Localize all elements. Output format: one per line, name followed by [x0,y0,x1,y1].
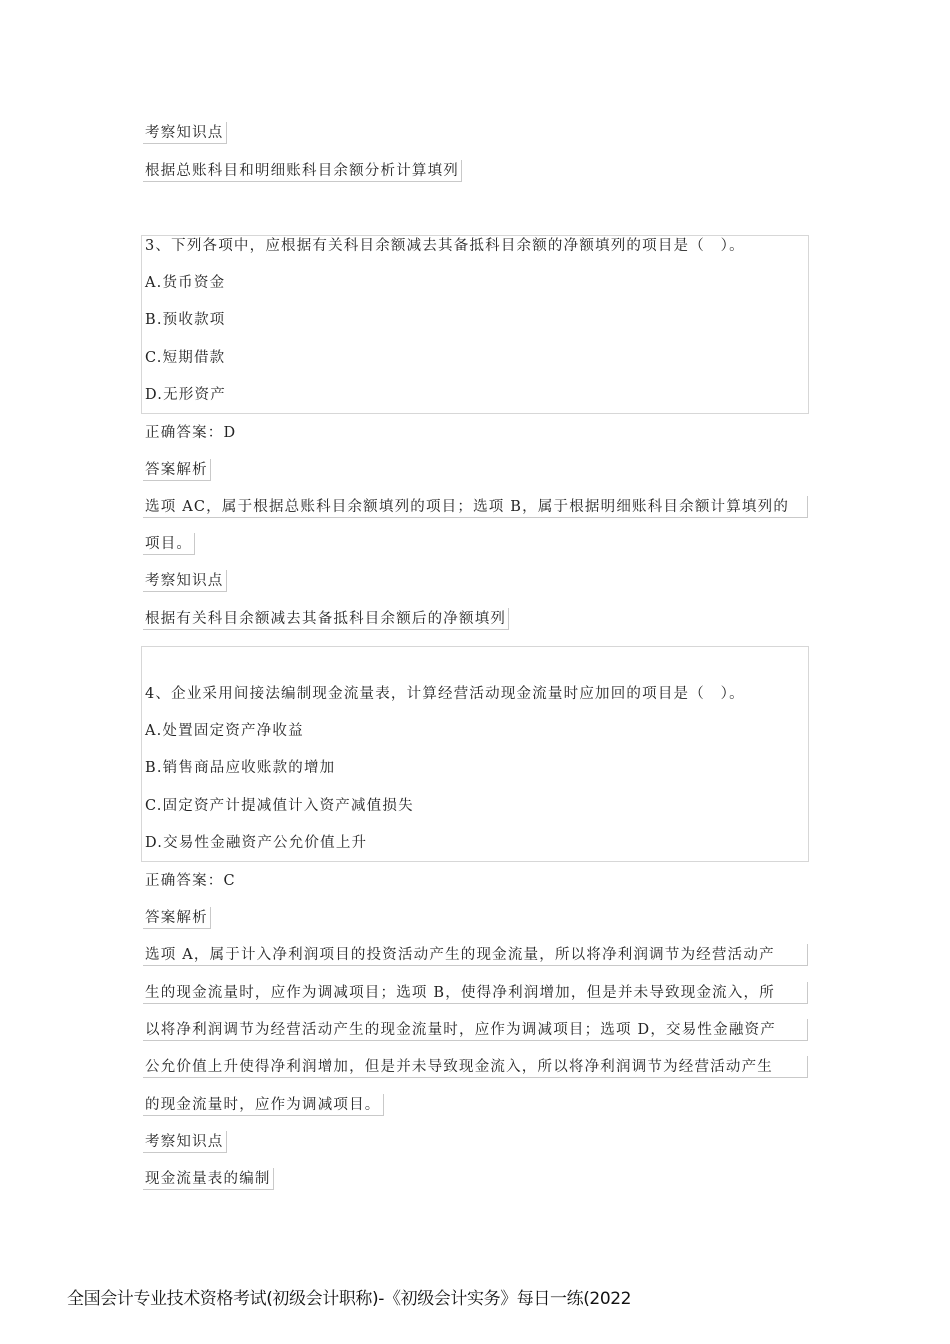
question-3-text: 3、下列各项中，应根据有关科目余额减去其备抵科目余额的净额填列的项目是（ ）。 [145,238,745,254]
question-3-analysis-label: 答案解析 [143,459,211,481]
question-4-analysis-label: 答案解析 [143,907,211,929]
question-4-knowledge-label: 考察知识点 [143,1131,227,1153]
question-4-option-b: B.销售商品应收账款的增加 [145,760,336,776]
question-3-answer: 正确答案：D [145,425,237,441]
footer-title: 全国会计专业技术资格考试(初级会计职称)-《初级会计实务》每日一练(2022 [67,1289,632,1309]
question-3-box [141,235,809,414]
question-4-analysis-line-5: 的现金流量时，应作为调减项目。 [143,1094,384,1116]
knowledge-text: 根据总账科目和明细账科目余额分析计算填列 [143,160,462,182]
knowledge-label: 考察知识点 [143,122,227,144]
question-4-knowledge-text: 现金流量表的编制 [143,1168,274,1190]
question-4-answer: 正确答案：C [145,873,236,889]
question-3-analysis-line-2: 项目。 [143,533,195,555]
question-3-option-a: A.货币资金 [145,275,226,291]
question-4-option-c: C.固定资产计提减值计入资产减值损失 [145,798,414,814]
question-4-analysis-line-3: 以将净利润调节为经营活动产生的现金流量时，应作为调减项目；选项 D，交易性金融资产 [143,1019,808,1041]
question-4-option-a: A.处置固定资产净收益 [145,723,304,739]
question-3-option-c: C.短期借款 [145,350,226,366]
question-4-analysis-line-4: 公允价值上升使得净利润增加，但是并未导致现金流入，所以将净利润调节为经营活动产生 [143,1056,808,1078]
question-4-analysis-line-2: 生的现金流量时，应作为调减项目；选项 B，使得净利润增加，但是并未导致现金流入，所 [143,982,808,1004]
question-4-option-d: D.交易性金融资产公允价值上升 [145,835,368,851]
question-4-box [141,646,809,862]
question-3-option-d: D.无形资产 [145,387,226,403]
question-4-text: 4、企业采用间接法编制现金流量表，计算经营活动现金流量时应加回的项目是（ ）。 [145,686,745,702]
question-4-analysis-line-1: 选项 A，属于计入净利润项目的投资活动产生的现金流量，所以将净利润调节为经营活动产 [143,944,808,966]
question-3-knowledge-label: 考察知识点 [143,570,227,592]
question-3-analysis-line-1: 选项 AC，属于根据总账科目余额填列的项目；选项 B，属于根据明细账科目余额计算填列的 [143,496,808,518]
question-3-knowledge-text: 根据有关科目余额减去其备抵科目余额后的净额填列 [143,608,509,630]
question-3-option-b: B.预收款项 [145,312,226,328]
